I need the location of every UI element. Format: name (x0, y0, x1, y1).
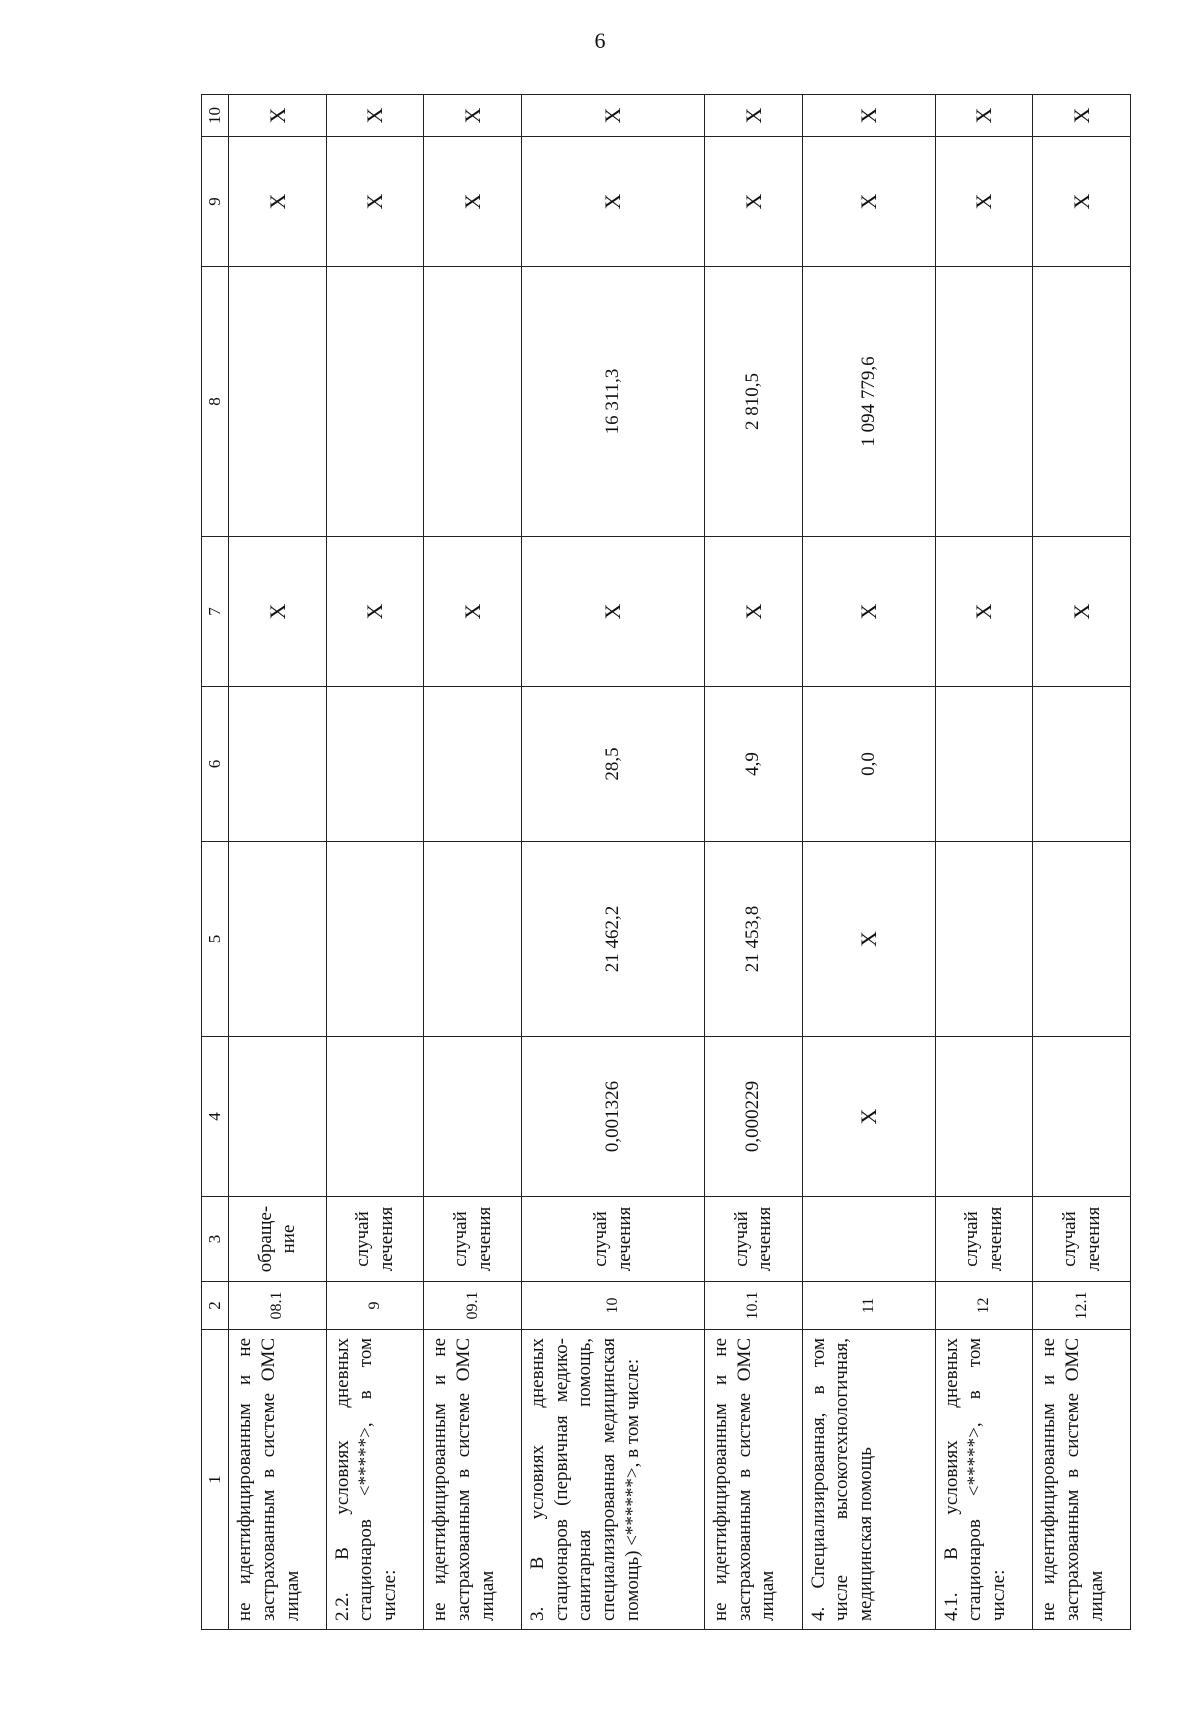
value-cell (1033, 1037, 1131, 1197)
value-cell (229, 1037, 327, 1197)
value-cell: 0,000229 (704, 1037, 802, 1197)
row-label-cell: 2.2. В условиях дневных стационаров <*****>, в том числе: (326, 1330, 424, 1630)
value-cell (229, 842, 327, 1037)
value-cell (935, 842, 1033, 1037)
unit-cell: случай лечения (704, 1197, 802, 1282)
data-table (201, 94, 1131, 1630)
value-cell (326, 267, 424, 537)
value-cell (229, 267, 327, 537)
cross-mark-cell: X (935, 137, 1033, 267)
unit-cell: случай лечения (1033, 1197, 1131, 1282)
row-code-cell: 10.1 (704, 1282, 802, 1330)
cross-mark-cell: X (1033, 537, 1131, 687)
cross-mark-cell: X (802, 137, 935, 267)
cross-mark-cell: X (1033, 137, 1131, 267)
unit-cell: случай лечения (521, 1197, 704, 1282)
table-row (1033, 95, 1131, 1630)
cross-mark-cell: X (802, 95, 935, 137)
value-cell (326, 842, 424, 1037)
unit-cell: случай лечения (424, 1197, 522, 1282)
column-header: 6 (202, 687, 229, 842)
value-cell: 0,001326 (521, 1037, 704, 1197)
column-header: 2 (202, 1282, 229, 1330)
row-code-cell: 09.1 (424, 1282, 522, 1330)
column-header: 4 (202, 1037, 229, 1197)
value-cell (935, 687, 1033, 842)
value-cell (1033, 267, 1131, 537)
row-label-cell: 4.1. В условиях дневных стационаров <*****>, в том числе: (935, 1330, 1033, 1630)
row-code-cell: 11 (802, 1282, 935, 1330)
row-code-cell: 12.1 (1033, 1282, 1131, 1330)
cross-mark-cell: X (326, 537, 424, 687)
row-label-cell: не идентифицированным и не застрахованным в системе ОМС лицам (1033, 1330, 1131, 1630)
value-cell (424, 687, 522, 842)
cross-mark-cell: X (521, 137, 704, 267)
table-row (521, 95, 704, 1630)
cross-mark-cell: X (229, 137, 327, 267)
value-cell (424, 842, 522, 1037)
value-cell (326, 687, 424, 842)
page-number: 6 (594, 28, 606, 53)
value-cell: 21 462,2 (521, 842, 704, 1037)
unit-cell (802, 1197, 935, 1282)
cross-mark-cell: X (802, 1037, 935, 1197)
value-cell (326, 1037, 424, 1197)
cross-mark-cell: X (935, 537, 1033, 687)
row-label-cell: не идентифицированным и не застрахованным в системе ОМС лицам (424, 1330, 522, 1630)
table-container (201, 95, 1131, 1630)
cross-mark-cell: X (424, 137, 522, 267)
value-cell (1033, 687, 1131, 842)
value-cell: 2 810,5 (704, 267, 802, 537)
cross-mark-cell: X (1033, 95, 1131, 137)
column-header: 3 (202, 1197, 229, 1282)
cross-mark-cell: X (935, 95, 1033, 137)
unit-cell: случай лечения (935, 1197, 1033, 1282)
cross-mark-cell: X (802, 537, 935, 687)
cross-mark-cell: X (704, 95, 802, 137)
row-code-cell: 08.1 (229, 1282, 327, 1330)
unit-cell: случай лечения (326, 1197, 424, 1282)
table-row (424, 95, 522, 1630)
table-row (935, 95, 1033, 1630)
value-cell: 0,0 (802, 687, 935, 842)
row-label-cell: не идентифицированным и не застрахованным в системе ОМС лицам (229, 1330, 327, 1630)
table-row (326, 95, 424, 1630)
cross-mark-cell: X (424, 95, 522, 137)
header-row (202, 95, 229, 1630)
row-label-cell: не идентифицированным и не застрахованным в системе ОМС лицам (704, 1330, 802, 1630)
value-cell: 1 094 779,6 (802, 267, 935, 537)
column-header: 1 (202, 1330, 229, 1630)
cross-mark-cell: X (326, 137, 424, 267)
table-row (704, 95, 802, 1630)
column-header: 7 (202, 537, 229, 687)
row-label-cell: 3. В условиях дневных стационаров (первичная медико-санитарная помощь, специализированная медицинская помощь) <******>, в том числе: (521, 1330, 704, 1630)
table-row (802, 95, 935, 1630)
value-cell (424, 267, 522, 537)
value-cell: 16 311,3 (521, 267, 704, 537)
row-code-cell: 9 (326, 1282, 424, 1330)
value-cell (229, 687, 327, 842)
row-code-cell: 12 (935, 1282, 1033, 1330)
value-cell (935, 267, 1033, 537)
row-code-cell: 10 (521, 1282, 704, 1330)
value-cell (424, 1037, 522, 1197)
cross-mark-cell: X (704, 537, 802, 687)
rotated-table-frame (201, 95, 1131, 1630)
column-header: 9 (202, 137, 229, 267)
cross-mark-cell: X (802, 842, 935, 1037)
column-header: 8 (202, 267, 229, 537)
cross-mark-cell: X (521, 537, 704, 687)
value-cell: 21 453,8 (704, 842, 802, 1037)
unit-cell: обраще-ние (229, 1197, 327, 1282)
row-label-cell: 4. Специализированная, в том числе высокотехнологичная, медицинская помощь (802, 1330, 935, 1630)
table-row (229, 95, 327, 1630)
column-header: 5 (202, 842, 229, 1037)
value-cell: 4,9 (704, 687, 802, 842)
value-cell: 28,5 (521, 687, 704, 842)
column-header: 10 (202, 95, 229, 137)
cross-mark-cell: X (229, 537, 327, 687)
value-cell (1033, 842, 1131, 1037)
cross-mark-cell: X (229, 95, 327, 137)
cross-mark-cell: X (521, 95, 704, 137)
value-cell (935, 1037, 1033, 1197)
cross-mark-cell: X (424, 537, 522, 687)
cross-mark-cell: X (704, 137, 802, 267)
cross-mark-cell: X (326, 95, 424, 137)
